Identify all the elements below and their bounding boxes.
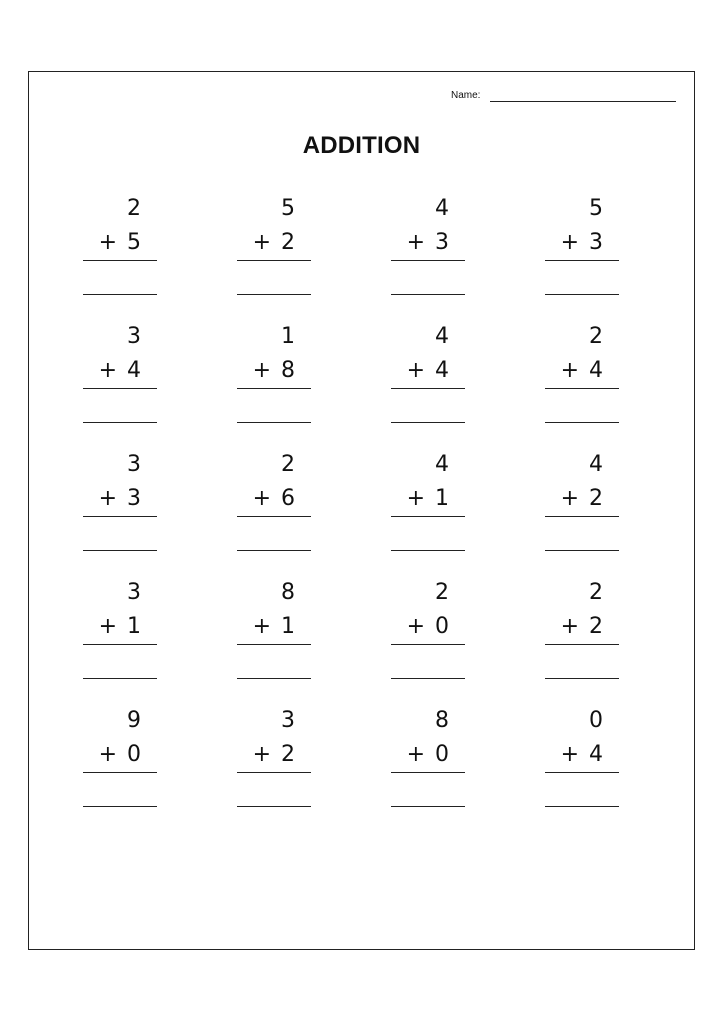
answer-blank-line[interactable] xyxy=(545,550,619,551)
bottom-addend: 4 xyxy=(589,358,603,383)
addition-problem xyxy=(545,196,619,276)
bottom-addend: 4 xyxy=(589,742,603,767)
plus-sign: + xyxy=(560,614,579,639)
addition-problem xyxy=(83,324,157,404)
bottom-row xyxy=(561,230,603,256)
addition-problem xyxy=(545,452,619,532)
bottom-row xyxy=(99,614,141,640)
answer-blank-line[interactable] xyxy=(391,422,465,423)
addition-problem xyxy=(391,452,465,532)
answer-blank-line[interactable] xyxy=(237,678,311,679)
bottom-addend: 3 xyxy=(589,230,603,255)
plus-sign: + xyxy=(560,486,579,511)
name-blank-line[interactable] xyxy=(490,90,676,102)
addition-problem xyxy=(83,580,157,660)
sum-rule-line xyxy=(83,644,157,645)
sum-rule-line xyxy=(237,644,311,645)
top-addend: 2 xyxy=(589,580,603,605)
plus-sign: + xyxy=(252,742,271,767)
bottom-addend: 0 xyxy=(435,614,449,639)
sum-rule-line xyxy=(237,772,311,773)
bottom-addend: 1 xyxy=(435,486,449,511)
bottom-row xyxy=(407,486,449,512)
top-addend: 5 xyxy=(589,196,603,221)
bottom-row xyxy=(99,358,141,384)
plus-sign: + xyxy=(406,486,425,511)
plus-sign: + xyxy=(98,614,117,639)
bottom-addend: 0 xyxy=(127,742,141,767)
addition-problem xyxy=(545,708,619,788)
top-addend: 4 xyxy=(435,452,449,477)
worksheet-title: ADDITION xyxy=(302,132,421,159)
answer-blank-line[interactable] xyxy=(545,294,619,295)
answer-blank-line[interactable] xyxy=(545,678,619,679)
plus-sign: + xyxy=(252,358,271,383)
top-addend: 8 xyxy=(281,580,295,605)
plus-sign: + xyxy=(406,358,425,383)
sum-rule-line xyxy=(391,772,465,773)
bottom-addend: 2 xyxy=(589,614,603,639)
bottom-row xyxy=(561,486,603,512)
bottom-row xyxy=(99,742,141,768)
top-addend: 2 xyxy=(281,452,295,477)
top-addend: 3 xyxy=(127,452,141,477)
bottom-row xyxy=(253,358,295,384)
bottom-row xyxy=(253,486,295,512)
sum-rule-line xyxy=(545,772,619,773)
answer-blank-line[interactable] xyxy=(545,806,619,807)
bottom-row xyxy=(253,742,295,768)
bottom-row xyxy=(253,230,295,256)
bottom-addend: 8 xyxy=(281,358,295,383)
addition-problem xyxy=(83,708,157,788)
answer-blank-line[interactable] xyxy=(83,294,157,295)
plus-sign: + xyxy=(252,486,271,511)
top-addend: 8 xyxy=(435,708,449,733)
bottom-addend: 2 xyxy=(281,742,295,767)
answer-blank-line[interactable] xyxy=(545,422,619,423)
top-addend: 1 xyxy=(281,324,295,349)
sum-rule-line xyxy=(237,260,311,261)
name-field-row xyxy=(451,90,676,102)
sum-rule-line xyxy=(83,260,157,261)
bottom-addend: 4 xyxy=(435,358,449,383)
bottom-row xyxy=(407,614,449,640)
addition-problem xyxy=(237,580,311,660)
sum-rule-line xyxy=(391,516,465,517)
sum-rule-line xyxy=(545,260,619,261)
top-addend: 2 xyxy=(127,196,141,221)
answer-blank-line[interactable] xyxy=(83,422,157,423)
sum-rule-line xyxy=(237,516,311,517)
top-addend: 2 xyxy=(589,324,603,349)
plus-sign: + xyxy=(560,230,579,255)
top-addend: 2 xyxy=(435,580,449,605)
bottom-addend: 2 xyxy=(589,486,603,511)
addition-problem xyxy=(391,324,465,404)
sum-rule-line xyxy=(545,516,619,517)
plus-sign: + xyxy=(98,742,117,767)
plus-sign: + xyxy=(560,358,579,383)
addition-problem xyxy=(391,196,465,276)
bottom-addend: 6 xyxy=(281,486,295,511)
sum-rule-line xyxy=(545,388,619,389)
answer-blank-line[interactable] xyxy=(237,550,311,551)
sum-rule-line xyxy=(391,388,465,389)
bottom-addend: 2 xyxy=(281,230,295,255)
answer-blank-line[interactable] xyxy=(83,550,157,551)
addition-problem xyxy=(237,452,311,532)
bottom-addend: 1 xyxy=(281,614,295,639)
plus-sign: + xyxy=(406,614,425,639)
answer-blank-line[interactable] xyxy=(391,678,465,679)
bottom-addend: 4 xyxy=(127,358,141,383)
bottom-row xyxy=(561,742,603,768)
plus-sign: + xyxy=(252,614,271,639)
sum-rule-line xyxy=(83,516,157,517)
top-addend: 4 xyxy=(435,196,449,221)
sum-rule-line xyxy=(391,260,465,261)
addition-problem xyxy=(545,324,619,404)
addition-problem xyxy=(83,452,157,532)
answer-blank-line[interactable] xyxy=(391,806,465,807)
sum-rule-line xyxy=(237,388,311,389)
addition-problem xyxy=(391,580,465,660)
addition-problem xyxy=(237,324,311,404)
top-addend: 3 xyxy=(127,580,141,605)
plus-sign: + xyxy=(252,230,271,255)
bottom-addend: 3 xyxy=(127,486,141,511)
top-addend: 0 xyxy=(589,708,603,733)
answer-blank-line[interactable] xyxy=(83,806,157,807)
answer-blank-line[interactable] xyxy=(237,294,311,295)
worksheet-page xyxy=(28,71,695,950)
answer-blank-line[interactable] xyxy=(237,806,311,807)
plus-sign: + xyxy=(98,358,117,383)
bottom-row xyxy=(253,614,295,640)
bottom-addend: 1 xyxy=(127,614,141,639)
answer-blank-line[interactable] xyxy=(391,294,465,295)
top-addend: 3 xyxy=(127,324,141,349)
bottom-addend: 0 xyxy=(435,742,449,767)
bottom-row xyxy=(561,614,603,640)
plus-sign: + xyxy=(560,742,579,767)
bottom-addend: 5 xyxy=(127,230,141,255)
addition-problem xyxy=(391,708,465,788)
top-addend: 3 xyxy=(281,708,295,733)
sum-rule-line xyxy=(83,772,157,773)
addition-problem xyxy=(83,196,157,276)
top-addend: 5 xyxy=(281,196,295,221)
sum-rule-line xyxy=(545,644,619,645)
answer-blank-line[interactable] xyxy=(237,422,311,423)
bottom-row xyxy=(561,358,603,384)
plus-sign: + xyxy=(406,230,425,255)
bottom-row xyxy=(99,486,141,512)
addition-problem xyxy=(237,708,311,788)
bottom-row xyxy=(407,358,449,384)
addition-problem xyxy=(545,580,619,660)
bottom-row xyxy=(99,230,141,256)
bottom-row xyxy=(407,742,449,768)
sum-rule-line xyxy=(391,644,465,645)
sum-rule-line xyxy=(83,388,157,389)
top-addend: 9 xyxy=(127,708,141,733)
bottom-row xyxy=(407,230,449,256)
top-addend: 4 xyxy=(589,452,603,477)
name-label: Name: xyxy=(451,90,481,101)
answer-blank-line[interactable] xyxy=(83,678,157,679)
answer-blank-line[interactable] xyxy=(391,550,465,551)
bottom-addend: 3 xyxy=(435,230,449,255)
plus-sign: + xyxy=(98,230,117,255)
addition-problem xyxy=(237,196,311,276)
plus-sign: + xyxy=(406,742,425,767)
problem-grid xyxy=(83,196,619,788)
plus-sign: + xyxy=(98,486,117,511)
top-addend: 4 xyxy=(435,324,449,349)
